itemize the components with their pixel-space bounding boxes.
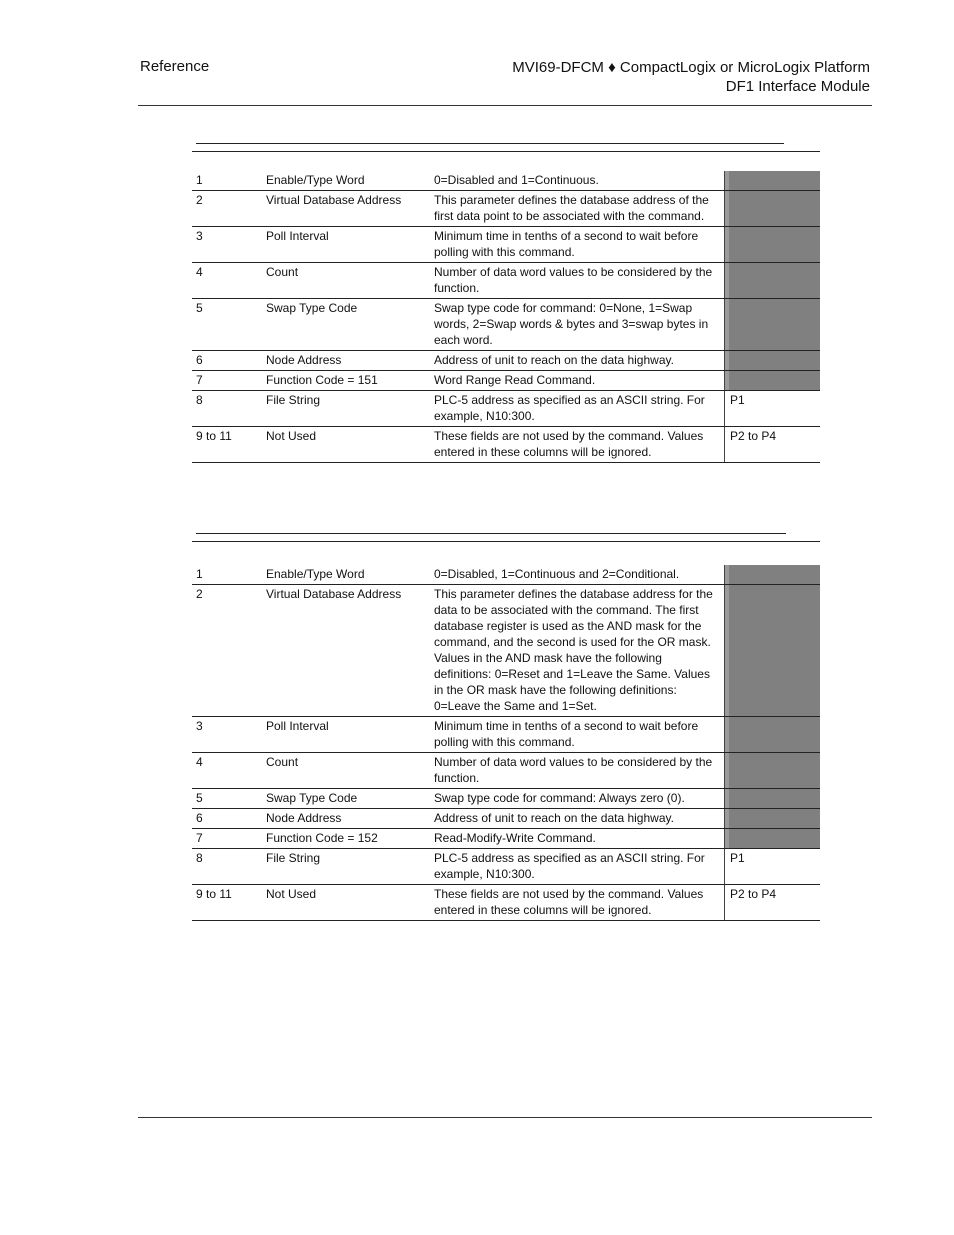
- row-number: 5: [192, 299, 262, 351]
- parameter-name: File String: [262, 391, 430, 427]
- table-row: [192, 371, 820, 391]
- parameter-description: Address of unit to reach on the data highway.: [430, 351, 725, 371]
- parameter-field: [725, 351, 821, 371]
- row-number: 6: [192, 809, 262, 829]
- parameter-name: Enable/Type Word: [262, 565, 430, 585]
- parameter-description: Read-Modify-Write Command.: [430, 829, 725, 849]
- parameter-field: [725, 191, 821, 227]
- table-row: [192, 753, 820, 789]
- row-number: 7: [192, 371, 262, 391]
- parameter-field: [725, 585, 821, 717]
- parameter-name: Virtual Database Address: [262, 585, 430, 717]
- row-number: 2: [192, 191, 262, 227]
- parameter-field: [725, 299, 821, 351]
- row-number: 9 to 11: [192, 885, 262, 921]
- parameter-field: P1: [725, 391, 821, 427]
- parameter-name: Count: [262, 263, 430, 299]
- parameter-name: Function Code = 152: [262, 829, 430, 849]
- table1-title-rule: [196, 143, 784, 144]
- parameter-description: Swap type code for command: Always zero (0).: [430, 789, 725, 809]
- parameter-description: Minimum time in tenths of a second to wait before polling with this command.: [430, 717, 725, 753]
- parameter-description: PLC-5 address as specified as an ASCII string. For example, N10:300.: [430, 391, 725, 427]
- parameter-field: [725, 753, 821, 789]
- table1-header-rule: [192, 151, 820, 152]
- table2-body: [192, 565, 820, 921]
- parameter-description: Word Range Read Command.: [430, 371, 725, 391]
- parameter-name: Node Address: [262, 809, 430, 829]
- row-number: 2: [192, 585, 262, 717]
- parameter-field: [725, 171, 821, 191]
- parameter-name: Node Address: [262, 351, 430, 371]
- parameter-field: P2 to P4: [725, 427, 821, 463]
- table-row: [192, 263, 820, 299]
- parameter-name: Not Used: [262, 427, 430, 463]
- row-number: 8: [192, 849, 262, 885]
- parameter-name: Swap Type Code: [262, 789, 430, 809]
- parameter-description: Swap type code for command: 0=None, 1=Swap words, 2=Swap words & bytes and 3=swap bytes in each word.: [430, 299, 725, 351]
- parameter-field: [725, 829, 821, 849]
- table-row: [192, 849, 820, 885]
- row-number: 3: [192, 717, 262, 753]
- header-document-title: [512, 58, 870, 96]
- parameter-field: [725, 565, 821, 585]
- row-number: 8: [192, 391, 262, 427]
- row-number: 3: [192, 227, 262, 263]
- table-read-modify-write: [192, 565, 820, 921]
- header-section-label: Reference: [140, 58, 210, 75]
- parameter-field: P2 to P4: [725, 885, 821, 921]
- parameter-name: File String: [262, 849, 430, 885]
- parameter-description: 0=Disabled and 1=Continuous.: [430, 171, 725, 191]
- table-row: [192, 829, 820, 849]
- parameter-field: [725, 809, 821, 829]
- parameter-description: This parameter defines the database address of the first data point to be associated with the command.: [430, 191, 725, 227]
- parameter-field: [725, 227, 821, 263]
- table2-header-rule: [192, 541, 820, 542]
- row-number: 5: [192, 789, 262, 809]
- parameter-field: [725, 789, 821, 809]
- table-row: [192, 227, 820, 263]
- parameter-field: [725, 717, 821, 753]
- table2-title-rule: [196, 533, 786, 534]
- row-number: 1: [192, 171, 262, 191]
- parameter-name: Swap Type Code: [262, 299, 430, 351]
- table-row: [192, 585, 820, 717]
- header-title-line-2: DF1 Interface Module: [725, 78, 870, 95]
- table-row: [192, 351, 820, 371]
- parameter-name: Poll Interval: [262, 227, 430, 263]
- parameter-name: Virtual Database Address: [262, 191, 430, 227]
- parameter-description: PLC-5 address as specified as an ASCII string. For example, N10:300.: [430, 849, 725, 885]
- table-row: [192, 717, 820, 753]
- table-row: [192, 565, 820, 585]
- row-number: 6: [192, 351, 262, 371]
- parameter-description: Address of unit to reach on the data highway.: [430, 809, 725, 829]
- row-number: 4: [192, 263, 262, 299]
- table-row: [192, 427, 820, 463]
- parameter-description: Minimum time in tenths of a second to wait before polling with this command.: [430, 227, 725, 263]
- table-row: [192, 299, 820, 351]
- parameter-field: [725, 371, 821, 391]
- row-number: 1: [192, 565, 262, 585]
- parameter-description: Number of data word values to be considered by the function.: [430, 263, 725, 299]
- table1-body: [192, 171, 820, 463]
- header-title-line-1: MVI69-DFCM ♦ CompactLogix or MicroLogix Platform: [512, 59, 870, 76]
- parameter-description: These fields are not used by the command. Values entered in these columns will be ignored.: [430, 427, 725, 463]
- table-row: [192, 391, 820, 427]
- parameter-field: [725, 263, 821, 299]
- table-word-range-read: [192, 171, 820, 463]
- row-number: 7: [192, 829, 262, 849]
- parameter-name: Enable/Type Word: [262, 171, 430, 191]
- table-row: [192, 885, 820, 921]
- parameter-description: Number of data word values to be considered by the function.: [430, 753, 725, 789]
- parameter-name: Count: [262, 753, 430, 789]
- parameter-field: P1: [725, 849, 821, 885]
- parameter-name: Function Code = 151: [262, 371, 430, 391]
- footer-divider: [138, 1117, 872, 1118]
- table-row: [192, 191, 820, 227]
- table-row: [192, 171, 820, 191]
- row-number: 9 to 11: [192, 427, 262, 463]
- row-number: 4: [192, 753, 262, 789]
- parameter-name: Not Used: [262, 885, 430, 921]
- parameter-name: Poll Interval: [262, 717, 430, 753]
- table-row: [192, 809, 820, 829]
- parameter-description: This parameter defines the database address for the data to be associated with the command. The first database register is used as the AND mask for the command, and the second is used for the OR mask. Values in the AND mask have the following definitions: 0=Reset and 1=Leave the Same. Values in the OR mask have the following definitions: 0=Leave the Same and 1=Set.: [430, 585, 725, 717]
- header-divider: [138, 105, 872, 106]
- parameter-description: These fields are not used by the command. Values entered in these columns will be ignored.: [430, 885, 725, 921]
- parameter-description: 0=Disabled, 1=Continuous and 2=Conditional.: [430, 565, 725, 585]
- table-row: [192, 789, 820, 809]
